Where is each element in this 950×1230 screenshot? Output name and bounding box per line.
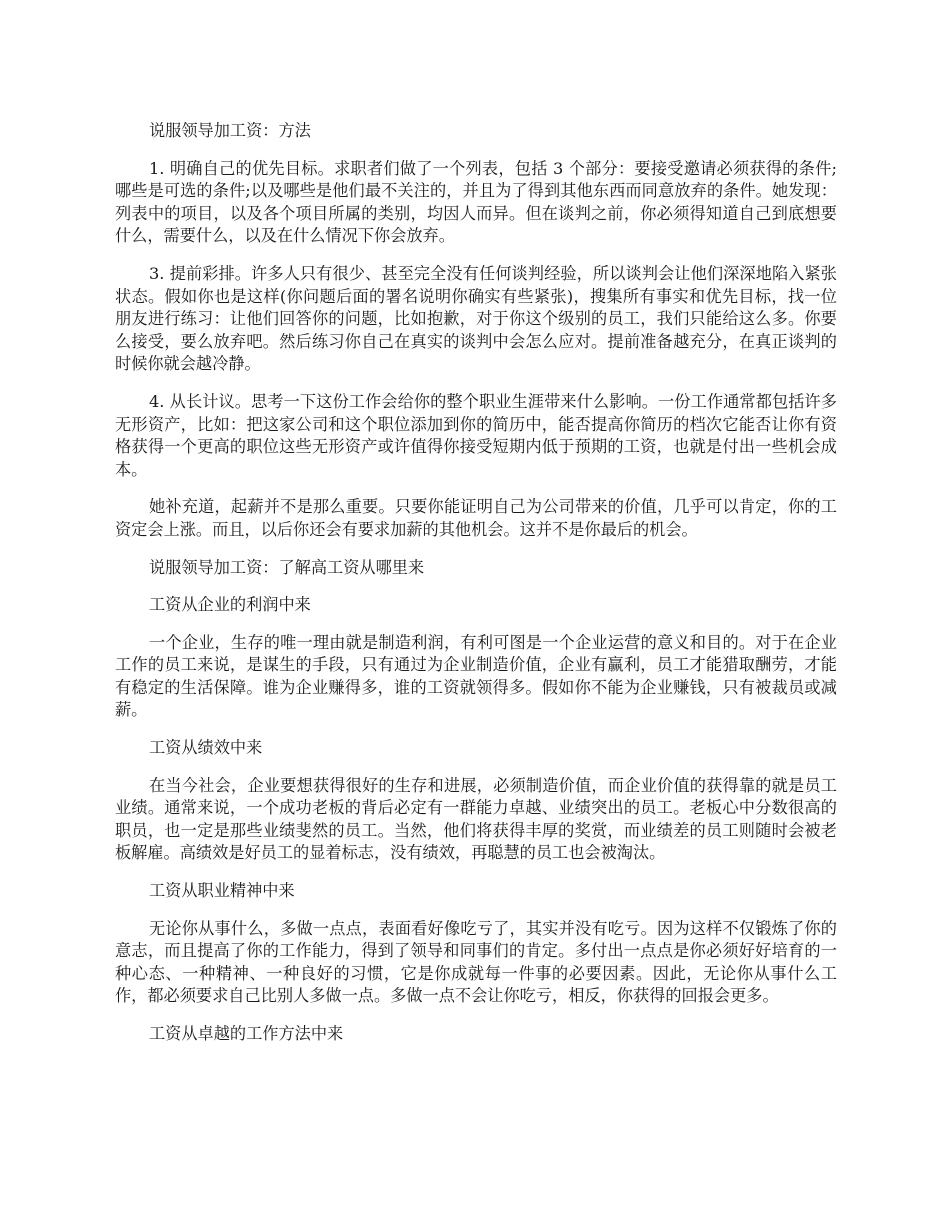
paragraph-long-term: 4. 从长计议。思考一下这份工作会给你的整个职业生涯带来什么影响。一份工作通常都包括许多无形资产，比如：把这家公司和这个职位添加到你的简历中，能否提高你简历的档次它能否让你有资格获得一个更高的职位这些无形资产或许值得你接受短期内低于预期的工资，也就是付出一些机会成本。	[115, 391, 837, 479]
subheading-work-methods: 工资从卓越的工作方法中来	[149, 1024, 344, 1043]
paragraph-rehearsal: 3. 提前彩排。许多人只有很少、甚至完全没有任何谈判经验，所以谈判会让他们深深地陷入紧张状态。假如你也是这样(你问题后面的署名说明你确实有些紧张)，搜集所有事实和优先目标，找一位朋友进行练习：让他们回答你的问题，比如抱歉，对于你这个级别的员工，我们只能给这么多。你要么接受，要么放弃吧。然后练习你自己在真实的谈判中会怎么应对。提前准备越充分，在真正谈判的时候你就会越冷静。	[115, 263, 837, 374]
paragraph-professionalism: 无论你从事什么，多做一点点，表面看好像吃亏了，其实并没有吃亏。因为这样不仅锻炼了你的意志，而且提高了你的工作能力，得到了领导和同事们的肯定。多付出一点点是你必须好好培育的一种心态、一种精神、一种良好的习惯，它是你成就每一件事的必要因素。因此，无论你从事什么工作，都必须要求自己比别人多做一点。多做一点不会让你吃亏，相反，你获得的回报会更多。	[115, 918, 837, 1006]
paragraph-priority-goals: 1. 明确自己的优先目标。求职者们做了一个列表，包括 3 个部分：要接受邀请必须获得的条件;哪些是可选的条件;以及哪些是他们最不关注的，并且为了得到其他东西而同意放弃的条件。她发现：列表中的项目，以及各个项目所属的类别，均因人而异。但在谈判之前，你必须得知道自己到底想要什么，需要什么，以及在什么情况下你会放弃。	[115, 158, 837, 246]
paragraph-performance: 在当今社会，企业要想获得很好的生存和进展，必须制造价值，而企业价值的获得靠的就是员工业绩。通常来说，一个成功老板的背后必定有一群能力卓越、业绩突出的员工。老板心中分数很高的职员，也一定是那些业绩斐然的员工。当然，他们将获得丰厚的奖赏，而业绩差的员工则随时会被老板解雇。高绩效是好员工的显着标志，没有绩效，再聪慧的员工也会被淘汰。	[115, 775, 837, 863]
subheading-professionalism: 工资从职业精神中来	[149, 881, 295, 901]
subheading-profit: 工资从企业的利润中来	[149, 595, 311, 615]
section-heading-high-salary-source: 说服领导加工资：了解高工资从哪里来	[149, 557, 425, 577]
paragraph-starting-salary: 她补充道，起薪并不是那么重要。只要你能证明自己为公司带来的价值，几乎可以肯定，你的工资定会上涨。而且，以后你还会有要求加薪的其他机会。这并不是你最后的机会。	[115, 497, 837, 539]
subheading-performance: 工资从绩效中来	[149, 738, 263, 758]
document-body	[115, 120, 837, 1061]
paragraph-profit: 一个企业，生存的唯一理由就是制造利润，有利可图是一个企业运营的意义和目的。对于在企业工作的员工来说，是谋生的手段，只有通过为企业制造价值，企业有赢利，员工才能猎取酬劳，才能有稳定的生活保障。谁为企业赚得多，谁的工资就领得多。假如你不能为企业赚钱，只有被裁员或减薪。	[115, 632, 837, 720]
section-heading-salary-methods: 说服领导加工资：方法	[149, 121, 311, 140]
